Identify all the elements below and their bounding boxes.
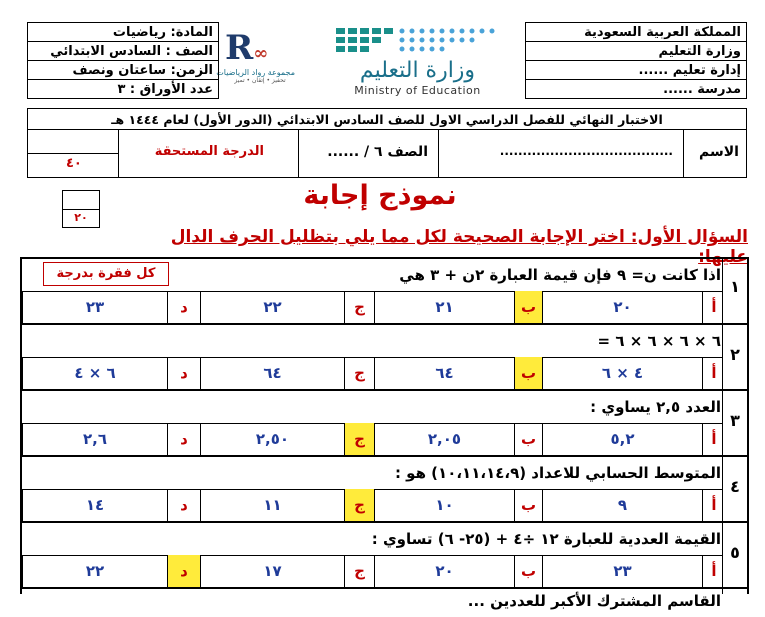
question-text: المتوسط الحسابي للاعداد (١٠،١١،١٤،٩) هو : [394,464,721,482]
answer-key-title: نموذج إجابة [303,180,457,211]
option-letter-b[interactable]: ب [514,357,542,389]
option-value-d: ٢,٦ [22,423,167,455]
section-score: ٢٠ [74,211,88,224]
option-letter-c[interactable]: ج [344,489,374,521]
question-number: ٤ [730,477,740,496]
questions-table [20,257,749,610]
ministry-logo [330,22,510,102]
option-letter-a[interactable]: أ [702,291,725,323]
options-row [22,291,725,323]
header-subject-info [27,22,219,99]
option-value-b: ٦٤ [374,357,514,389]
option-value-d: ١٤ [22,489,167,521]
ministry-logo-en: Ministry of Education [354,84,481,97]
question-number: ٥ [730,543,740,562]
option-letter-b[interactable]: ب [514,291,542,323]
ministry-dots-icon [330,22,510,62]
option-letter-a[interactable]: أ [702,489,725,521]
header-ministry-info [525,22,747,99]
option-letter-a[interactable]: أ [702,357,725,389]
pages-label: عدد الأوراق : ٣ [28,80,219,99]
grade-label: الصف : السادس الابتدائي [28,42,219,61]
total-score-cell [28,130,118,177]
option-letter-a[interactable]: أ [702,423,725,455]
class-cell[interactable] [298,130,438,177]
option-letter-c[interactable]: ج [344,291,374,323]
options-row [22,357,725,389]
options-row [22,555,725,587]
option-value-d: ٦ × ٤ [22,357,167,389]
section-score-box [62,190,100,228]
option-letter-b[interactable]: ب [514,423,542,455]
total-score: ٤٠ [66,156,82,171]
options-row [22,489,725,521]
option-value-a: ٢٠ [542,291,702,323]
option-value-b: ٢,٠٥ [374,423,514,455]
name-field[interactable] [438,130,683,177]
question-number: ٣ [730,411,740,430]
option-letter-a[interactable]: أ [702,555,725,587]
country-label: المملكة العربية السعودية [526,23,747,42]
points-badge: كل فقرة بدرجة [43,262,169,286]
option-value-b: ٢٠ [374,555,514,587]
school-label: مدرسة ...... [526,80,747,99]
class-label: الصف ٦ / ...... [327,144,428,160]
option-value-a: ٢٣ [542,555,702,587]
name-dots: ...................................... [499,144,673,158]
option-value-d: ٢٣ [22,291,167,323]
option-value-b: ٢١ [374,291,514,323]
question-text: اذا كانت ن= ٩ فإن قيمة العبارة ٢ن + ٣ هي [399,266,721,284]
question-number: ١ [730,277,740,296]
option-letter-d[interactable]: د [167,357,200,389]
option-letter-b[interactable]: ب [514,555,542,587]
option-letter-c[interactable]: ج [344,555,374,587]
ministry-label: وزارة التعليم [526,42,747,61]
option-letter-d[interactable]: د [167,489,200,521]
question-one-title: السؤال الأول: اختر الإجابة الصحيحة لكل مما يلي بتظليل الحرف الدال عليها: [170,227,748,267]
question-text-partial: القاسم المشترك الأكبر للعددين ... [467,592,721,610]
option-value-a: ٥,٢ [542,423,702,455]
option-value-d: ٢٢ [22,555,167,587]
option-letter-d[interactable]: د [167,555,200,587]
option-value-a: ٩ [542,489,702,521]
grade-due-label: الدرجة المستحقة [154,144,264,159]
group-logo-mark: R∞ [225,28,269,68]
question-text: ٦ × ٦ × ٦ × ٦ = [597,332,721,350]
options-row [22,423,725,455]
option-value-c: ٦٤ [200,357,344,389]
option-letter-b[interactable]: ب [514,489,542,521]
student-info-row [27,130,747,178]
group-logo-text: مجموعة رواد الرياضيات [216,68,295,77]
grade-cell [118,130,298,177]
option-value-c: ١٧ [200,555,344,587]
subject-label: المادة: رياضيات [28,23,219,42]
option-value-a: ٤ × ٦ [542,357,702,389]
option-letter-c[interactable]: ج [344,423,374,455]
option-value-c: ٢٢ [200,291,344,323]
option-letter-c[interactable]: ج [344,357,374,389]
directorate-label: إدارة تعليم ...... [526,61,747,80]
option-value-c: ٢,٥٠ [200,423,344,455]
group-logo [216,28,295,88]
group-logo-sub: تحفيز • إتقان • تميز [234,77,286,84]
question-text: العدد ٢,٥ يساوي : [590,398,721,416]
time-label: الزمن: ساعتان ونصف [28,61,219,80]
exam-title: الاختبار النهائي للفصل الدراسي الاول للصف السادس الابتدائي (الدور الأول) لعام ١٤٤٤ هـ [27,108,747,130]
option-letter-d[interactable]: د [167,291,200,323]
name-label: الاسم [699,144,739,160]
ministry-logo-ar: وزارة التعليم [359,58,476,83]
question-number: ٢ [730,345,740,364]
name-cell [683,130,747,177]
question-text: القيمة العددية للعبارة ١٢ ÷٤ + (٢٥- ٦) تساوي : [371,530,721,548]
option-value-b: ١٠ [374,489,514,521]
option-value-c: ١١ [200,489,344,521]
option-letter-d[interactable]: د [167,423,200,455]
